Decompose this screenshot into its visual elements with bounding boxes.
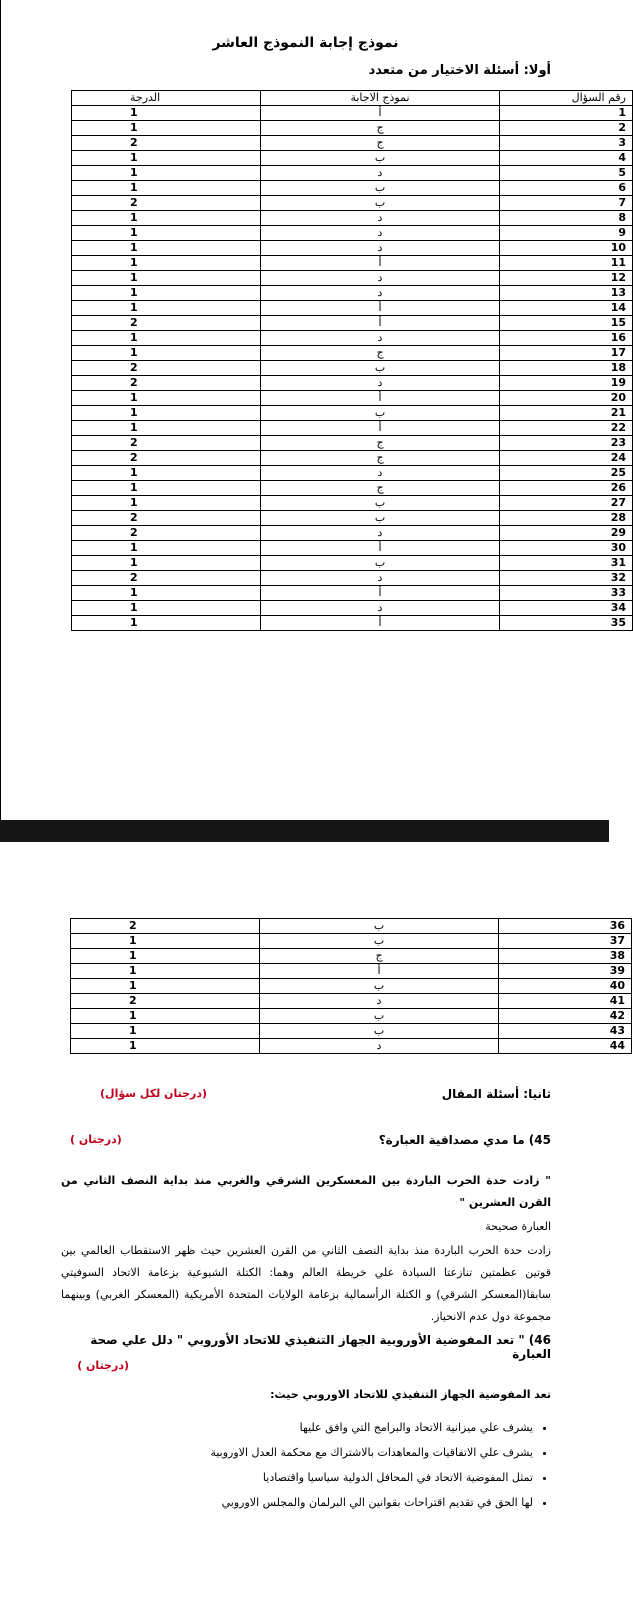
essay-marks-note: (درجتان لكل سؤال) — [100, 1087, 208, 1100]
table-row — [71, 1009, 632, 1024]
question-number-cell: 9 — [500, 226, 633, 241]
question-number-cell: 44 — [499, 1039, 632, 1054]
question-number-cell: 19 — [500, 376, 633, 391]
grade-cell: 1 — [72, 211, 261, 226]
grade-cell: 1 — [71, 1009, 260, 1024]
grade-cell: 2 — [72, 526, 261, 541]
table-row — [71, 994, 632, 1009]
table-row — [72, 226, 633, 241]
grade-cell: 1 — [72, 106, 261, 121]
grade-cell: 2 — [72, 361, 261, 376]
table-row — [72, 196, 633, 211]
question-number-cell: 36 — [499, 919, 632, 934]
table-row — [72, 466, 633, 481]
question-number-cell: 13 — [500, 286, 633, 301]
grade-cell: 1 — [72, 151, 261, 166]
question-number-cell: 43 — [499, 1024, 632, 1039]
question-number-cell: 5 — [500, 166, 633, 181]
question-number-cell: 38 — [499, 949, 632, 964]
question-number-cell: 31 — [500, 556, 633, 571]
table-row — [72, 556, 633, 571]
grade-cell: 1 — [72, 421, 261, 436]
question-number-cell: 41 — [499, 994, 632, 1009]
grade-cell: 1 — [72, 481, 261, 496]
table-row — [72, 586, 633, 601]
question-46-title: 46) " تعد المفوضية الأوروبية الجهاز التنفيذي للاتحاد الأوروبي " دلل علي صحة العبارة — [90, 1333, 551, 1361]
grade-cell: 1 — [72, 466, 261, 481]
table-row — [72, 616, 633, 631]
answer-cell: أ — [261, 421, 500, 436]
table-row — [72, 256, 633, 271]
table-row — [72, 286, 633, 301]
answer-cell: ب — [261, 196, 500, 211]
question-number-cell: 17 — [500, 346, 633, 361]
question-number-cell: 7 — [500, 196, 633, 211]
answer-cell: أ — [261, 316, 500, 331]
table-row — [72, 301, 633, 316]
grade-cell: 1 — [72, 286, 261, 301]
grade-cell: 2 — [72, 571, 261, 586]
table-row — [72, 451, 633, 466]
answer-cell: ج — [261, 136, 500, 151]
table-row — [71, 964, 632, 979]
grade-cell: 2 — [72, 511, 261, 526]
question-number-cell: 4 — [500, 151, 633, 166]
question-number-cell: 14 — [500, 301, 633, 316]
table-row — [71, 919, 632, 934]
table-row — [72, 181, 633, 196]
bullet-item: • يشرف علي ميزانية الاتحاد والبرامج التي وافق عليها — [73, 1415, 533, 1440]
answer-cell: ب — [260, 1024, 499, 1039]
column-header-answer: نموذج الاجابة — [261, 91, 500, 106]
bullet-item: • تمثل المفوضية الاتحاد في المحافل الدولية سياسيا واقتصاديا — [73, 1465, 533, 1490]
table-row — [71, 949, 632, 964]
question-number-cell: 21 — [500, 406, 633, 421]
answer-cell: د — [261, 526, 500, 541]
answer-cell: ب — [261, 361, 500, 376]
grade-cell: 1 — [72, 556, 261, 571]
bullet-item: • يشرف علي الاتفاقيات والمعاهدات بالاشتراك مع محكمة العدل الاوروبية — [73, 1440, 533, 1465]
grade-cell: 2 — [72, 136, 261, 151]
answer-cell: ج — [261, 346, 500, 361]
answer-cell: د — [261, 331, 500, 346]
question-number-cell: 27 — [500, 496, 633, 511]
question-number-cell: 28 — [500, 511, 633, 526]
answer-cell: د — [261, 571, 500, 586]
question-number-cell: 22 — [500, 421, 633, 436]
grade-cell: 2 — [71, 994, 260, 1009]
question-number-cell: 39 — [499, 964, 632, 979]
grade-cell: 1 — [71, 979, 260, 994]
grade-cell: 1 — [72, 241, 261, 256]
table-row — [72, 526, 633, 541]
question-number-cell: 16 — [500, 331, 633, 346]
question-number-cell: 42 — [499, 1009, 632, 1024]
section-essay-heading: ثانيا: أسئلة المقال — [441, 1087, 551, 1101]
question-46-bullets — [73, 1415, 551, 1515]
table-row — [72, 121, 633, 136]
grade-cell: 1 — [72, 181, 261, 196]
table-row — [72, 571, 633, 586]
question-number-cell: 3 — [500, 136, 633, 151]
grade-cell: 1 — [72, 346, 261, 361]
question-45-statement: " زادت حدة الحرب الباردة بين المعسكرين الشرقي والغربي منذ بداية النصف الثاني من القرن العشرين " — [61, 1174, 551, 1209]
answer-cell: ج — [260, 949, 499, 964]
question-number-cell: 8 — [500, 211, 633, 226]
answer-cell: ب — [261, 556, 500, 571]
answer-cell: ب — [261, 151, 500, 166]
question-number-cell: 33 — [500, 586, 633, 601]
grade-cell: 2 — [72, 376, 261, 391]
table-row — [72, 496, 633, 511]
table-header-row — [72, 91, 633, 106]
grade-cell: 1 — [71, 934, 260, 949]
answer-cell: أ — [261, 301, 500, 316]
grade-cell: 1 — [72, 226, 261, 241]
table-row — [72, 241, 633, 256]
grade-cell: 1 — [71, 964, 260, 979]
answer-cell: أ — [261, 586, 500, 601]
answer-cell: ب — [261, 406, 500, 421]
question-45-title: 45) ما مدي مصداقية العبارة؟ — [378, 1133, 551, 1147]
document-title: نموذج إجابة النموذج العاشر — [212, 35, 399, 51]
table-row — [71, 934, 632, 949]
grade-cell: 1 — [72, 256, 261, 271]
answer-cell: ب — [260, 979, 499, 994]
table-row — [72, 361, 633, 376]
answer-cell: ج — [261, 481, 500, 496]
grade-cell: 1 — [71, 1039, 260, 1054]
question-number-cell: 15 — [500, 316, 633, 331]
table-row — [72, 481, 633, 496]
answer-cell: د — [261, 286, 500, 301]
answer-cell: ج — [261, 436, 500, 451]
answer-cell: د — [261, 376, 500, 391]
answer-cell: أ — [261, 256, 500, 271]
question-number-cell: 2 — [500, 121, 633, 136]
table-row — [72, 316, 633, 331]
table-row — [72, 511, 633, 526]
question-46-marks: (درجتان ) — [77, 1359, 129, 1372]
grade-cell: 1 — [71, 1024, 260, 1039]
answer-cell: أ — [260, 964, 499, 979]
grade-cell: 1 — [72, 586, 261, 601]
grade-cell: 1 — [72, 121, 261, 136]
question-number-cell: 32 — [500, 571, 633, 586]
table-row — [71, 979, 632, 994]
question-number-cell: 29 — [500, 526, 633, 541]
question-number-cell: 25 — [500, 466, 633, 481]
question-number-cell: 6 — [500, 181, 633, 196]
answer-cell: د — [260, 1039, 499, 1054]
grade-cell: 1 — [72, 166, 261, 181]
table-row — [72, 406, 633, 421]
grade-cell: 1 — [72, 496, 261, 511]
answer-cell: أ — [261, 106, 500, 121]
table-row — [72, 106, 633, 121]
question-number-cell: 26 — [500, 481, 633, 496]
question-number-cell: 30 — [500, 541, 633, 556]
answer-cell: د — [261, 271, 500, 286]
answer-table-body-part2 — [71, 919, 632, 1054]
answer-cell: أ — [261, 391, 500, 406]
answer-cell: د — [260, 994, 499, 1009]
grade-cell: 1 — [72, 301, 261, 316]
table-row — [72, 421, 633, 436]
table-row — [72, 376, 633, 391]
question-45-verdict: العبارة صحيحة — [485, 1220, 551, 1233]
table-row — [72, 331, 633, 346]
answer-table-body-part1 — [72, 106, 633, 631]
question-number-cell: 37 — [499, 934, 632, 949]
grade-cell: 2 — [71, 919, 260, 934]
answer-cell: ب — [261, 181, 500, 196]
question-number-cell: 12 — [500, 271, 633, 286]
question-number-cell: 20 — [500, 391, 633, 406]
table-row — [72, 601, 633, 616]
answer-cell: د — [261, 226, 500, 241]
table-row — [71, 1024, 632, 1039]
table-row — [72, 541, 633, 556]
table-row — [72, 166, 633, 181]
answer-cell: د — [261, 211, 500, 226]
grade-cell: 2 — [72, 196, 261, 211]
answer-cell: ب — [261, 511, 500, 526]
table-row — [72, 151, 633, 166]
table-row — [72, 346, 633, 361]
grade-cell: 1 — [72, 406, 261, 421]
question-number-cell: 40 — [499, 979, 632, 994]
question-number-cell: 35 — [500, 616, 633, 631]
grade-cell: 2 — [72, 316, 261, 331]
grade-cell: 1 — [72, 391, 261, 406]
question-45-explanation: زادت حدة الحرب الباردة منذ بداية النصف الثاني من القرن العشرين حيث ظهر الاستقطاب العالمي بين قوتين عظمتين تنازعتا السيادة علي خريطة العالم وهما: الكتلة الشيوعية بزعامة الاتحاد السوفيتي سابقا(المعسكر الشرقي) و الكتلة الرأسمالية بزعامة الولايات المتحدة الأمريكية (المعسكر الغربي) وبينهما مجموعة دول عدم الانحياز. — [61, 1244, 551, 1323]
grade-cell: 2 — [72, 436, 261, 451]
answer-cell: ب — [260, 919, 499, 934]
column-header-grade: الدرجة — [72, 91, 261, 106]
answer-cell: أ — [261, 616, 500, 631]
answer-cell: د — [261, 241, 500, 256]
answer-cell: أ — [261, 541, 500, 556]
question-number-cell: 24 — [500, 451, 633, 466]
answer-cell: د — [261, 601, 500, 616]
table-row — [72, 136, 633, 151]
section-multiple-choice-heading: أولا: أسئلة الاختيار من متعدد — [368, 63, 551, 78]
grade-cell: 1 — [72, 601, 261, 616]
column-header-question: رقم السؤال — [500, 91, 633, 106]
answer-cell: د — [261, 166, 500, 181]
answer-cell: ب — [260, 934, 499, 949]
grade-cell: 2 — [72, 451, 261, 466]
answer-cell: ب — [261, 496, 500, 511]
answer-cell: ج — [261, 121, 500, 136]
question-number-cell: 11 — [500, 256, 633, 271]
answer-table-part1 — [71, 90, 633, 631]
question-46-lead: تعد المفوضية الجهاز التنفيذي للاتحاد الاوروبي حيث: — [270, 1388, 551, 1401]
question-number-cell: 1 — [500, 106, 633, 121]
answer-cell: د — [261, 466, 500, 481]
question-number-cell: 23 — [500, 436, 633, 451]
table-row — [72, 211, 633, 226]
grade-cell: 1 — [72, 616, 261, 631]
question-number-cell: 10 — [500, 241, 633, 256]
grade-cell: 1 — [72, 271, 261, 286]
grade-cell: 1 — [72, 541, 261, 556]
page-separator — [0, 820, 609, 842]
answer-table-part2 — [70, 918, 632, 1054]
answer-cell: ب — [260, 1009, 499, 1024]
grade-cell: 1 — [71, 949, 260, 964]
question-45-marks: (درجتان ) — [70, 1133, 122, 1146]
question-number-cell: 34 — [500, 601, 633, 616]
bullet-item: • لها الحق في تقديم اقتراحات بقوانين الي البرلمان والمجلس الاوروبي — [73, 1490, 533, 1515]
table-row — [71, 1039, 632, 1054]
table-row — [72, 271, 633, 286]
table-row — [72, 391, 633, 406]
answer-cell: ج — [261, 451, 500, 466]
table-row — [72, 436, 633, 451]
question-number-cell: 18 — [500, 361, 633, 376]
grade-cell: 1 — [72, 331, 261, 346]
